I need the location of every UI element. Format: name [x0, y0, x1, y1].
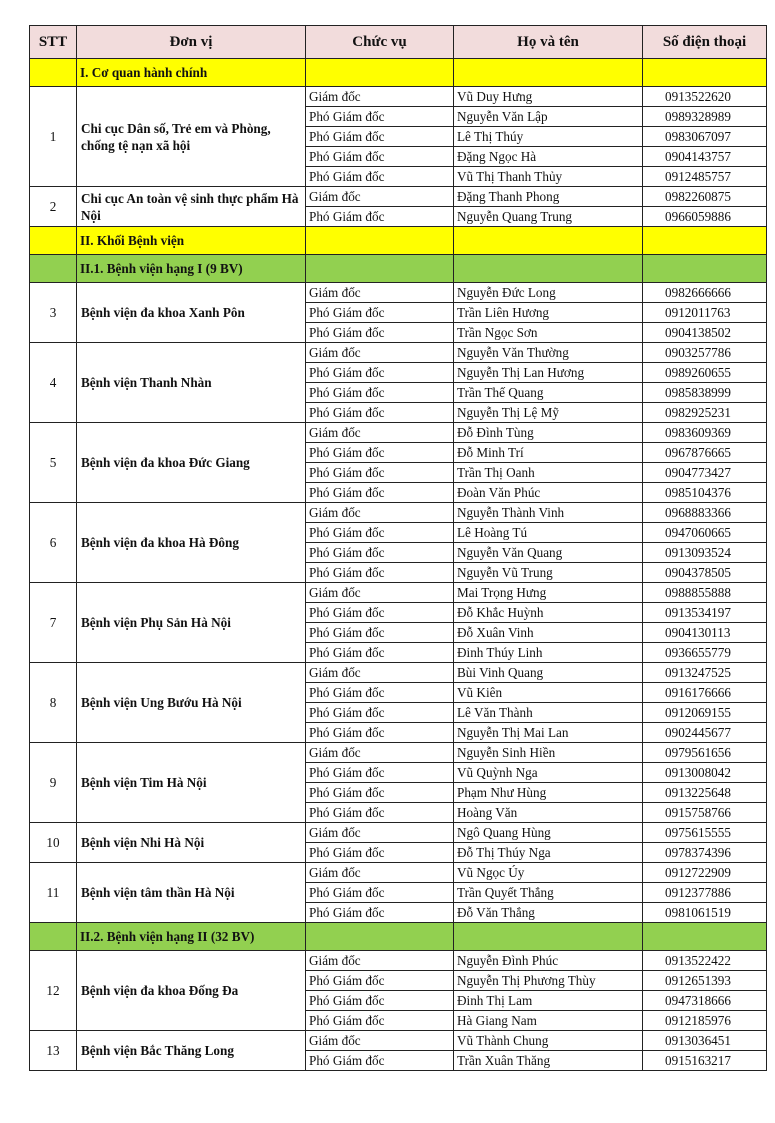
- unit-name: Bệnh viện đa khoa Đức Giang: [77, 423, 306, 503]
- phone-cell: 0913522422: [643, 951, 767, 971]
- position-cell: Phó Giám đốc: [306, 463, 454, 483]
- position-cell: Phó Giám đốc: [306, 991, 454, 1011]
- person-name-cell: Lê Thị Thúy: [454, 127, 643, 147]
- person-name-cell: Đinh Thị Lam: [454, 991, 643, 1011]
- person-name-cell: Nguyễn Thị Lan Hương: [454, 363, 643, 383]
- person-name-cell: Nguyễn Văn Thường: [454, 343, 643, 363]
- position-cell: Giám đốc: [306, 863, 454, 883]
- phone-cell: 0979561656: [643, 743, 767, 763]
- stt-cell: 9: [30, 743, 77, 823]
- unit-name: Bệnh viện tâm thần Hà Nội: [77, 863, 306, 923]
- phone-cell: 0904143757: [643, 147, 767, 167]
- table-row: [30, 863, 767, 883]
- phone-cell: 0912069155: [643, 703, 767, 723]
- stt-cell: 12: [30, 951, 77, 1031]
- table-row: [30, 823, 767, 843]
- phone-cell: 0912011763: [643, 303, 767, 323]
- phone-cell: 0904138502: [643, 323, 767, 343]
- person-name-cell: Nguyễn Đức Long: [454, 283, 643, 303]
- phone-cell: 0913093524: [643, 543, 767, 563]
- person-name-cell: Hoàng Văn: [454, 803, 643, 823]
- phone-cell: 0967876665: [643, 443, 767, 463]
- position-cell: Phó Giám đốc: [306, 763, 454, 783]
- phone-cell: 0913522620: [643, 87, 767, 107]
- section-row: [30, 255, 767, 283]
- phone-cell: 0989328989: [643, 107, 767, 127]
- table-row: [30, 423, 767, 443]
- person-name-cell: Đỗ Thị Thúy Nga: [454, 843, 643, 863]
- position-cell: Phó Giám đốc: [306, 603, 454, 623]
- section-empty-cell: [454, 255, 643, 283]
- phone-cell: 0975615555: [643, 823, 767, 843]
- section-label: II. Khối Bệnh viện: [77, 227, 306, 255]
- stt-cell: 2: [30, 187, 77, 227]
- position-cell: Phó Giám đốc: [306, 207, 454, 227]
- person-name-cell: Lê Hoàng Tú: [454, 523, 643, 543]
- section-row: [30, 923, 767, 951]
- header-stt: STT: [30, 26, 77, 59]
- unit-name: Bệnh viện Thanh Nhàn: [77, 343, 306, 423]
- section-stt-cell: [30, 255, 77, 283]
- phone-cell: 0903257786: [643, 343, 767, 363]
- person-name-cell: Vũ Duy Hưng: [454, 87, 643, 107]
- phone-cell: 0902445677: [643, 723, 767, 743]
- person-name-cell: Nguyễn Thị Lệ Mỹ: [454, 403, 643, 423]
- phone-cell: 0912722909: [643, 863, 767, 883]
- table-body: [30, 59, 767, 1071]
- phone-cell: 0936655779: [643, 643, 767, 663]
- position-cell: Phó Giám đốc: [306, 303, 454, 323]
- unit-name: Bệnh viện Bắc Thăng Long: [77, 1031, 306, 1071]
- unit-name: Bệnh viện Ung Bướu Hà Nội: [77, 663, 306, 743]
- table-row: [30, 1031, 767, 1051]
- phone-cell: 0912651393: [643, 971, 767, 991]
- table-row: [30, 87, 767, 107]
- section-empty-cell: [306, 227, 454, 255]
- position-cell: Phó Giám đốc: [306, 403, 454, 423]
- position-cell: Giám đốc: [306, 823, 454, 843]
- person-name-cell: Nguyễn Thị Mai Lan: [454, 723, 643, 743]
- position-cell: Phó Giám đốc: [306, 523, 454, 543]
- position-cell: Phó Giám đốc: [306, 363, 454, 383]
- phone-cell: 0904773427: [643, 463, 767, 483]
- person-name-cell: Đỗ Xuân Vinh: [454, 623, 643, 643]
- position-cell: Phó Giám đốc: [306, 903, 454, 923]
- phone-cell: 0913247525: [643, 663, 767, 683]
- person-name-cell: Trần Quyết Thắng: [454, 883, 643, 903]
- person-name-cell: Lê Văn Thành: [454, 703, 643, 723]
- phone-cell: 0915758766: [643, 803, 767, 823]
- section-empty-cell: [643, 255, 767, 283]
- person-name-cell: Đặng Ngọc Hà: [454, 147, 643, 167]
- phone-cell: 0915163217: [643, 1051, 767, 1071]
- section-empty-cell: [306, 59, 454, 87]
- position-cell: Phó Giám đốc: [306, 383, 454, 403]
- position-cell: Giám đốc: [306, 583, 454, 603]
- phone-cell: 0912485757: [643, 167, 767, 187]
- phone-cell: 0913008042: [643, 763, 767, 783]
- person-name-cell: Đặng Thanh Phong: [454, 187, 643, 207]
- person-name-cell: Nguyễn Vũ Trung: [454, 563, 643, 583]
- phone-cell: 0982666666: [643, 283, 767, 303]
- position-cell: Phó Giám đốc: [306, 543, 454, 563]
- position-cell: Phó Giám đốc: [306, 1011, 454, 1031]
- person-name-cell: Trần Thị Oanh: [454, 463, 643, 483]
- unit-name: Bệnh viện đa khoa Xanh Pôn: [77, 283, 306, 343]
- section-empty-cell: [306, 923, 454, 951]
- section-row: [30, 59, 767, 87]
- unit-name: Chi cục Dân số, Trẻ em và Phòng, chống tệ nạn xã hội: [77, 87, 306, 187]
- stt-cell: 7: [30, 583, 77, 663]
- position-cell: Giám đốc: [306, 423, 454, 443]
- section-label: II.1. Bệnh viện hạng I (9 BV): [77, 255, 306, 283]
- person-name-cell: Vũ Thị Thanh Thủy: [454, 167, 643, 187]
- position-cell: Giám đốc: [306, 87, 454, 107]
- person-name-cell: Vũ Quỳnh Nga: [454, 763, 643, 783]
- stt-cell: 10: [30, 823, 77, 863]
- position-cell: Phó Giám đốc: [306, 147, 454, 167]
- section-row: [30, 227, 767, 255]
- phone-cell: 0968883366: [643, 503, 767, 523]
- position-cell: Phó Giám đốc: [306, 107, 454, 127]
- position-cell: Phó Giám đốc: [306, 803, 454, 823]
- position-cell: Phó Giám đốc: [306, 843, 454, 863]
- position-cell: Giám đốc: [306, 187, 454, 207]
- position-cell: Giám đốc: [306, 663, 454, 683]
- unit-name: Bệnh viện đa khoa Hà Đông: [77, 503, 306, 583]
- position-cell: Phó Giám đốc: [306, 623, 454, 643]
- phone-cell: 0982260875: [643, 187, 767, 207]
- table-row: [30, 187, 767, 207]
- unit-name: Chi cục An toàn vệ sinh thực phẩm Hà Nội: [77, 187, 306, 227]
- header-row: [30, 26, 767, 59]
- section-label: II.2. Bệnh viện hạng II (32 BV): [77, 923, 306, 951]
- table-row: [30, 343, 767, 363]
- phone-cell: 0982925231: [643, 403, 767, 423]
- phone-cell: 0978374396: [643, 843, 767, 863]
- section-empty-cell: [643, 923, 767, 951]
- phone-cell: 0904378505: [643, 563, 767, 583]
- header-name: Họ và tên: [454, 26, 643, 59]
- section-empty-cell: [454, 59, 643, 87]
- section-empty-cell: [643, 59, 767, 87]
- phone-cell: 0916176666: [643, 683, 767, 703]
- phone-cell: 0985838999: [643, 383, 767, 403]
- table-row: [30, 951, 767, 971]
- table-row: [30, 583, 767, 603]
- person-name-cell: Vũ Thành Chung: [454, 1031, 643, 1051]
- section-stt-cell: [30, 59, 77, 87]
- phone-cell: 0913036451: [643, 1031, 767, 1051]
- header-unit: Đơn vị: [77, 26, 306, 59]
- position-cell: Phó Giám đốc: [306, 783, 454, 803]
- person-name-cell: Trần Liên Hương: [454, 303, 643, 323]
- phone-cell: 0985104376: [643, 483, 767, 503]
- position-cell: Phó Giám đốc: [306, 971, 454, 991]
- position-cell: Phó Giám đốc: [306, 323, 454, 343]
- position-cell: Giám đốc: [306, 1031, 454, 1051]
- person-name-cell: Đỗ Khắc Huỳnh: [454, 603, 643, 623]
- position-cell: Phó Giám đốc: [306, 563, 454, 583]
- person-name-cell: Nguyễn Văn Quang: [454, 543, 643, 563]
- section-empty-cell: [306, 255, 454, 283]
- position-cell: Phó Giám đốc: [306, 683, 454, 703]
- person-name-cell: Đinh Thúy Linh: [454, 643, 643, 663]
- person-name-cell: Đoàn Văn Phúc: [454, 483, 643, 503]
- person-name-cell: Nguyễn Đình Phúc: [454, 951, 643, 971]
- phone-cell: 0981061519: [643, 903, 767, 923]
- person-name-cell: Nguyễn Văn Lập: [454, 107, 643, 127]
- section-empty-cell: [643, 227, 767, 255]
- stt-cell: 8: [30, 663, 77, 743]
- contact-table: [29, 25, 767, 1071]
- person-name-cell: Mai Trọng Hưng: [454, 583, 643, 603]
- section-label: I. Cơ quan hành chính: [77, 59, 306, 87]
- position-cell: Phó Giám đốc: [306, 883, 454, 903]
- table-row: [30, 283, 767, 303]
- stt-cell: 6: [30, 503, 77, 583]
- position-cell: Phó Giám đốc: [306, 703, 454, 723]
- person-name-cell: Đỗ Đình Tùng: [454, 423, 643, 443]
- person-name-cell: Trần Ngọc Sơn: [454, 323, 643, 343]
- stt-cell: 11: [30, 863, 77, 923]
- header-phone: Số điện thoại: [643, 26, 767, 59]
- position-cell: Phó Giám đốc: [306, 643, 454, 663]
- position-cell: Giám đốc: [306, 283, 454, 303]
- stt-cell: 13: [30, 1031, 77, 1071]
- position-cell: Phó Giám đốc: [306, 167, 454, 187]
- person-name-cell: Đỗ Văn Thắng: [454, 903, 643, 923]
- stt-cell: 5: [30, 423, 77, 503]
- phone-cell: 0983609369: [643, 423, 767, 443]
- phone-cell: 0913225648: [643, 783, 767, 803]
- unit-name: Bệnh viện Tim Hà Nội: [77, 743, 306, 823]
- person-name-cell: Đỗ Minh Trí: [454, 443, 643, 463]
- person-name-cell: Ngô Quang Hùng: [454, 823, 643, 843]
- position-cell: Phó Giám đốc: [306, 127, 454, 147]
- person-name-cell: Nguyễn Thị Phương Thùy: [454, 971, 643, 991]
- phone-cell: 0966059886: [643, 207, 767, 227]
- person-name-cell: Phạm Như Hùng: [454, 783, 643, 803]
- phone-cell: 0947318666: [643, 991, 767, 1011]
- unit-name: Bệnh viện Phụ Sản Hà Nội: [77, 583, 306, 663]
- position-cell: Phó Giám đốc: [306, 723, 454, 743]
- person-name-cell: Trần Xuân Thăng: [454, 1051, 643, 1071]
- unit-name: Bệnh viện Nhi Hà Nội: [77, 823, 306, 863]
- phone-cell: 0912377886: [643, 883, 767, 903]
- table-row: [30, 743, 767, 763]
- person-name-cell: Vũ Ngọc Úy: [454, 863, 643, 883]
- stt-cell: 1: [30, 87, 77, 187]
- unit-name: Bệnh viện đa khoa Đống Đa: [77, 951, 306, 1031]
- header-position: Chức vụ: [306, 26, 454, 59]
- table-row: [30, 503, 767, 523]
- position-cell: Giám đốc: [306, 951, 454, 971]
- section-stt-cell: [30, 923, 77, 951]
- stt-cell: 4: [30, 343, 77, 423]
- position-cell: Phó Giám đốc: [306, 1051, 454, 1071]
- person-name-cell: Hà Giang Nam: [454, 1011, 643, 1031]
- table-row: [30, 663, 767, 683]
- phone-cell: 0947060665: [643, 523, 767, 543]
- section-empty-cell: [454, 923, 643, 951]
- position-cell: Giám đốc: [306, 503, 454, 523]
- phone-cell: 0913534197: [643, 603, 767, 623]
- person-name-cell: Nguyễn Thành Vinh: [454, 503, 643, 523]
- person-name-cell: Vũ Kiên: [454, 683, 643, 703]
- phone-cell: 0989260655: [643, 363, 767, 383]
- phone-cell: 0904130113: [643, 623, 767, 643]
- person-name-cell: Bùi Vinh Quang: [454, 663, 643, 683]
- phone-cell: 0912185976: [643, 1011, 767, 1031]
- position-cell: Phó Giám đốc: [306, 483, 454, 503]
- person-name-cell: Nguyễn Quang Trung: [454, 207, 643, 227]
- position-cell: Giám đốc: [306, 743, 454, 763]
- phone-cell: 0988855888: [643, 583, 767, 603]
- document-page: [29, 25, 766, 1071]
- stt-cell: 3: [30, 283, 77, 343]
- position-cell: Giám đốc: [306, 343, 454, 363]
- person-name-cell: Nguyễn Sinh Hiền: [454, 743, 643, 763]
- person-name-cell: Trần Thế Quang: [454, 383, 643, 403]
- section-stt-cell: [30, 227, 77, 255]
- section-empty-cell: [454, 227, 643, 255]
- position-cell: Phó Giám đốc: [306, 443, 454, 463]
- phone-cell: 0983067097: [643, 127, 767, 147]
